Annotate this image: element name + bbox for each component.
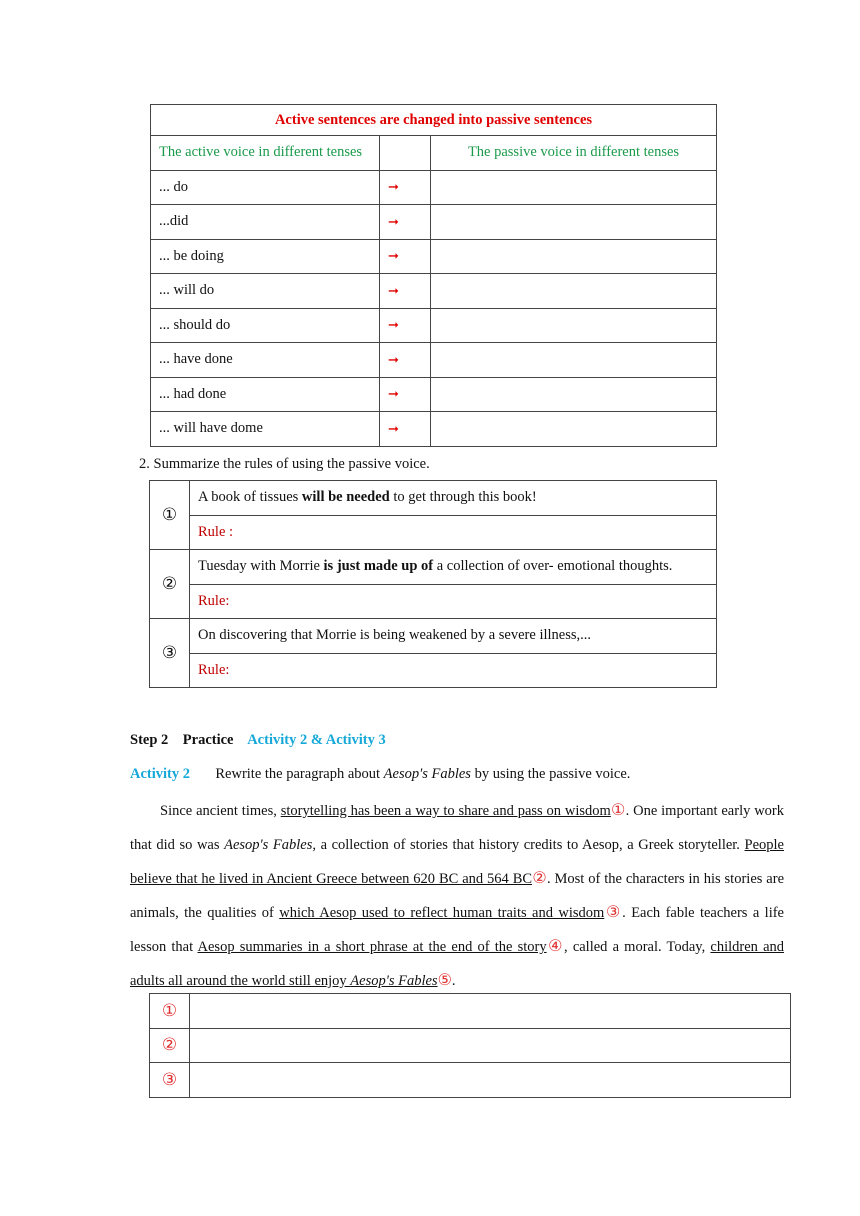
arrow-icon: ➞	[380, 274, 431, 309]
table-row	[151, 205, 717, 240]
table-row	[150, 584, 717, 619]
table-row	[150, 550, 717, 585]
answer-table	[149, 993, 791, 1098]
active-form: ... should do	[151, 308, 380, 343]
rules-table	[149, 480, 717, 688]
arrow-header-cell	[380, 136, 431, 171]
table-row	[150, 481, 717, 516]
arrow-icon: ➞	[380, 377, 431, 412]
active-voice-header: The active voice in different tenses	[151, 136, 380, 171]
active-form: ...did	[151, 205, 380, 240]
table-row	[151, 239, 717, 274]
practice-label: Practice	[182, 732, 234, 748]
passive-answer-cell[interactable]	[431, 274, 717, 309]
table-row	[150, 515, 717, 550]
arrow-icon: ➞	[380, 239, 431, 274]
active-form: ... have done	[151, 343, 380, 378]
answer-cell[interactable]	[190, 994, 791, 1029]
table-row	[151, 274, 717, 309]
arrow-icon: ➞	[380, 170, 431, 205]
arrow-icon: ➞	[380, 412, 431, 447]
arrow-icon: ➞	[380, 205, 431, 240]
passive-answer-cell[interactable]	[431, 170, 717, 205]
table-row	[150, 994, 791, 1029]
passive-answer-cell[interactable]	[431, 377, 717, 412]
step-heading	[130, 732, 386, 749]
passive-answer-cell[interactable]	[431, 412, 717, 447]
passive-answer-cell[interactable]	[431, 308, 717, 343]
fable-paragraph: Since ancient times, storytelling has been a way to share and pass on wisdom①. One important early work that did so was Aesop's Fables, a collection of stories that history credits to Aesop, a Greek storyteller. People believe that he lived in Ancient Greece between 620 BC and 564 BC②. Most of the characters in his stories are animals, the qualities of which Aesop used to reflect human traits and wisdom③. Each fable teachers a life lesson that Aesop summaries in a short phrase at the end of the story④, called a moral. Today, children and adults all around the world still enjoy Aesop's Fables⑤.	[130, 802, 785, 989]
active-form: ... will have dome	[151, 412, 380, 447]
item-number: ③	[150, 619, 190, 688]
answer-number: ②	[150, 1028, 190, 1063]
answer-number: ①	[150, 994, 190, 1029]
table-title: Active sentences are changed into passive sentences	[151, 105, 717, 136]
answer-cell[interactable]	[190, 1063, 791, 1098]
step-label: Step 2	[130, 732, 169, 748]
example-sentence: On discovering that Morrie is being weakened by a severe illness,...	[190, 619, 717, 654]
table-row	[150, 653, 717, 688]
arrow-icon: ➞	[380, 343, 431, 378]
activities-label: Activity 2 & Activity 3	[247, 732, 386, 748]
rule-answer-cell[interactable]: Rule:	[190, 653, 717, 688]
passive-answer-cell[interactable]	[431, 343, 717, 378]
active-form: ... do	[151, 170, 380, 205]
rule-answer-cell[interactable]: Rule:	[190, 584, 717, 619]
passive-voice-header: The passive voice in different tenses	[431, 136, 717, 171]
table-row	[151, 170, 717, 205]
table-row	[150, 619, 717, 654]
tense-table	[150, 104, 717, 447]
arrow-icon: ➞	[380, 308, 431, 343]
passive-answer-cell[interactable]	[431, 239, 717, 274]
table-row	[150, 1063, 791, 1098]
active-form: ... had done	[151, 377, 380, 412]
answer-cell[interactable]	[190, 1028, 791, 1063]
answer-number: ③	[150, 1063, 190, 1098]
active-form: ... will do	[151, 274, 380, 309]
table-row	[151, 343, 717, 378]
table-row	[151, 412, 717, 447]
activity-label: Activity 2	[130, 766, 190, 782]
rules-heading: 2. Summarize the rules of using the passive voice.	[139, 456, 430, 472]
activity-instruction: Activity 2 Rewrite the paragraph about Aesop's Fables by using the passive voice.	[130, 766, 631, 782]
table-row	[151, 377, 717, 412]
example-sentence: Tuesday with Morrie is just made up of a collection of over- emotional thoughts.	[190, 550, 717, 585]
item-number: ①	[150, 481, 190, 550]
passive-answer-cell[interactable]	[431, 205, 717, 240]
active-form: ... be doing	[151, 239, 380, 274]
table-row	[151, 308, 717, 343]
rule-answer-cell[interactable]: Rule :	[190, 515, 717, 550]
example-sentence: A book of tissues will be needed to get through this book!	[190, 481, 717, 516]
item-number: ②	[150, 550, 190, 619]
table-row	[150, 1028, 791, 1063]
